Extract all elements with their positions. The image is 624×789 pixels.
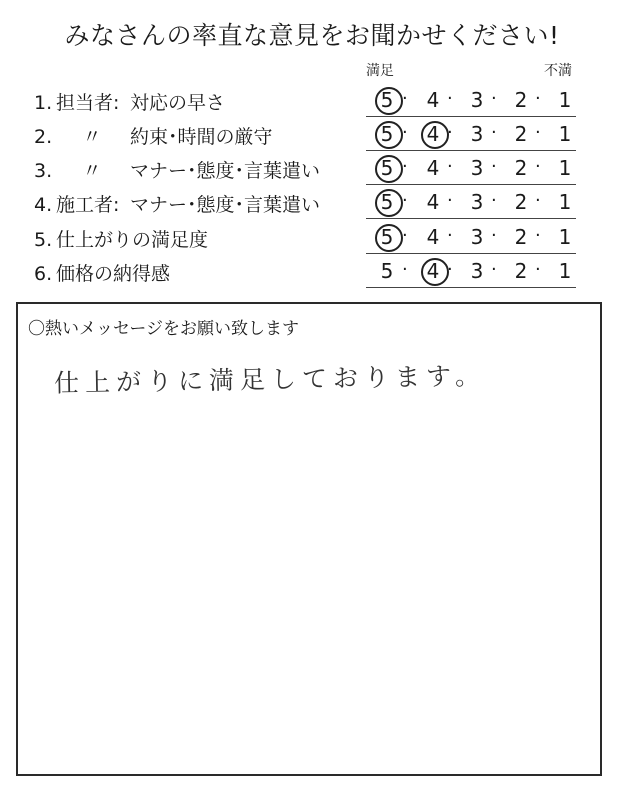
- question-label: [34, 259, 170, 286]
- rating-option-4[interactable]: 4: [426, 190, 440, 214]
- rating-separator: ·: [402, 259, 408, 280]
- rating-option-3[interactable]: 3: [470, 225, 484, 249]
- rating-separator: ·: [447, 122, 453, 143]
- question-row: [0, 190, 624, 222]
- rating-option-4[interactable]: 4: [426, 225, 440, 249]
- rating-separator: ·: [535, 259, 541, 280]
- rating-option-3[interactable]: 3: [470, 190, 484, 214]
- question-text: マナー･態度･言葉遣い: [130, 160, 321, 182]
- rating-option-1[interactable]: 1: [558, 190, 572, 214]
- rating-separator: ·: [402, 190, 408, 211]
- question-number: 1.: [34, 92, 53, 114]
- scale-label-dissatisfied: 不満: [544, 63, 572, 79]
- rating-option-5[interactable]: 5: [380, 122, 394, 146]
- rating-separator: ·: [491, 225, 497, 246]
- rating-separator: ·: [491, 122, 497, 143]
- rating-option-3[interactable]: 3: [470, 156, 484, 180]
- selected-rating-circle: [375, 121, 403, 149]
- rating-separator: ·: [447, 225, 453, 246]
- question-label: [34, 88, 225, 115]
- rating-separator: ·: [535, 190, 541, 211]
- question-label: [34, 156, 320, 183]
- rating-option-1[interactable]: 1: [558, 88, 572, 112]
- scale-label-satisfied: 満足: [366, 63, 394, 79]
- rating-option-5[interactable]: 5: [380, 156, 394, 180]
- rating-scale: [366, 120, 576, 151]
- question-row: [0, 225, 624, 257]
- rating-option-5[interactable]: 5: [380, 88, 394, 112]
- rating-option-1[interactable]: 1: [558, 225, 572, 249]
- rating-scale: [366, 223, 576, 254]
- question-number: 5.: [34, 229, 53, 251]
- rating-separator: ·: [402, 88, 408, 109]
- question-label: [34, 190, 320, 217]
- question-subject: 施工者:: [56, 194, 120, 216]
- rating-scale: [366, 154, 576, 185]
- rating-separator: ·: [402, 156, 408, 177]
- rating-separator: ·: [535, 88, 541, 109]
- page-title: みなさんの率直な意見をお聞かせください!: [64, 21, 560, 50]
- question-subject: 〃: [82, 126, 104, 148]
- rating-separator: ·: [447, 190, 453, 211]
- selected-rating-circle: [375, 155, 403, 183]
- rating-option-2[interactable]: 2: [514, 190, 528, 214]
- question-row: [0, 122, 624, 154]
- rating-option-3[interactable]: 3: [470, 122, 484, 146]
- rating-option-1[interactable]: 1: [558, 156, 572, 180]
- rating-option-3[interactable]: 3: [470, 88, 484, 112]
- rating-option-1[interactable]: 1: [558, 122, 572, 146]
- rating-separator: ·: [535, 225, 541, 246]
- question-text: 仕上がりの満足度: [56, 229, 209, 251]
- rating-separator: ·: [491, 190, 497, 211]
- rating-option-1[interactable]: 1: [558, 259, 572, 283]
- rating-separator: ·: [402, 122, 408, 143]
- question-subject: 〃: [82, 160, 104, 182]
- rating-separator: ·: [535, 156, 541, 177]
- rating-option-2[interactable]: 2: [514, 122, 528, 146]
- rating-option-3[interactable]: 3: [470, 259, 484, 283]
- rating-separator: ·: [447, 88, 453, 109]
- rating-separator: ·: [491, 259, 497, 280]
- rating-scale: [366, 86, 576, 117]
- selected-rating-circle: [375, 224, 403, 252]
- question-text: 対応の早さ: [130, 92, 226, 114]
- question-label: [34, 225, 208, 252]
- selected-rating-circle: [421, 258, 449, 286]
- question-label: [34, 122, 273, 149]
- question-row: [0, 259, 624, 291]
- question-row: [0, 88, 624, 120]
- message-box: [16, 302, 602, 776]
- question-number: 3.: [34, 160, 53, 182]
- message-label: 〇熱いメッセージをお願い致します: [28, 319, 299, 339]
- question-number: 4.: [34, 194, 53, 216]
- rating-separator: ·: [535, 122, 541, 143]
- question-number: 2.: [34, 126, 53, 148]
- question-text: マナー･態度･言葉遣い: [130, 194, 321, 216]
- rating-option-2[interactable]: 2: [514, 225, 528, 249]
- rating-option-5[interactable]: 5: [380, 259, 394, 283]
- rating-scale: [366, 188, 576, 219]
- handwritten-message: 仕上がりに満足しております。: [53, 361, 487, 398]
- question-text: 約束･時間の厳守: [130, 126, 273, 148]
- rating-option-4[interactable]: 4: [426, 122, 440, 146]
- rating-scale: [366, 257, 576, 288]
- rating-separator: ·: [447, 156, 453, 177]
- question-subject: 担当者:: [56, 92, 120, 114]
- rating-separator: ·: [491, 156, 497, 177]
- rating-option-4[interactable]: 4: [426, 156, 440, 180]
- question-number: 6.: [34, 263, 53, 285]
- rating-option-2[interactable]: 2: [514, 88, 528, 112]
- rating-separator: ·: [447, 259, 453, 280]
- selected-rating-circle: [375, 87, 403, 115]
- rating-option-5[interactable]: 5: [380, 190, 394, 214]
- rating-separator: ·: [491, 88, 497, 109]
- rating-option-5[interactable]: 5: [380, 225, 394, 249]
- selected-rating-circle: [375, 189, 403, 217]
- question-row: [0, 156, 624, 188]
- rating-option-4[interactable]: 4: [426, 259, 440, 283]
- rating-separator: ·: [402, 225, 408, 246]
- selected-rating-circle: [421, 121, 449, 149]
- rating-option-2[interactable]: 2: [514, 259, 528, 283]
- rating-option-2[interactable]: 2: [514, 156, 528, 180]
- question-text: 価格の納得感: [56, 263, 171, 285]
- rating-option-4[interactable]: 4: [426, 88, 440, 112]
